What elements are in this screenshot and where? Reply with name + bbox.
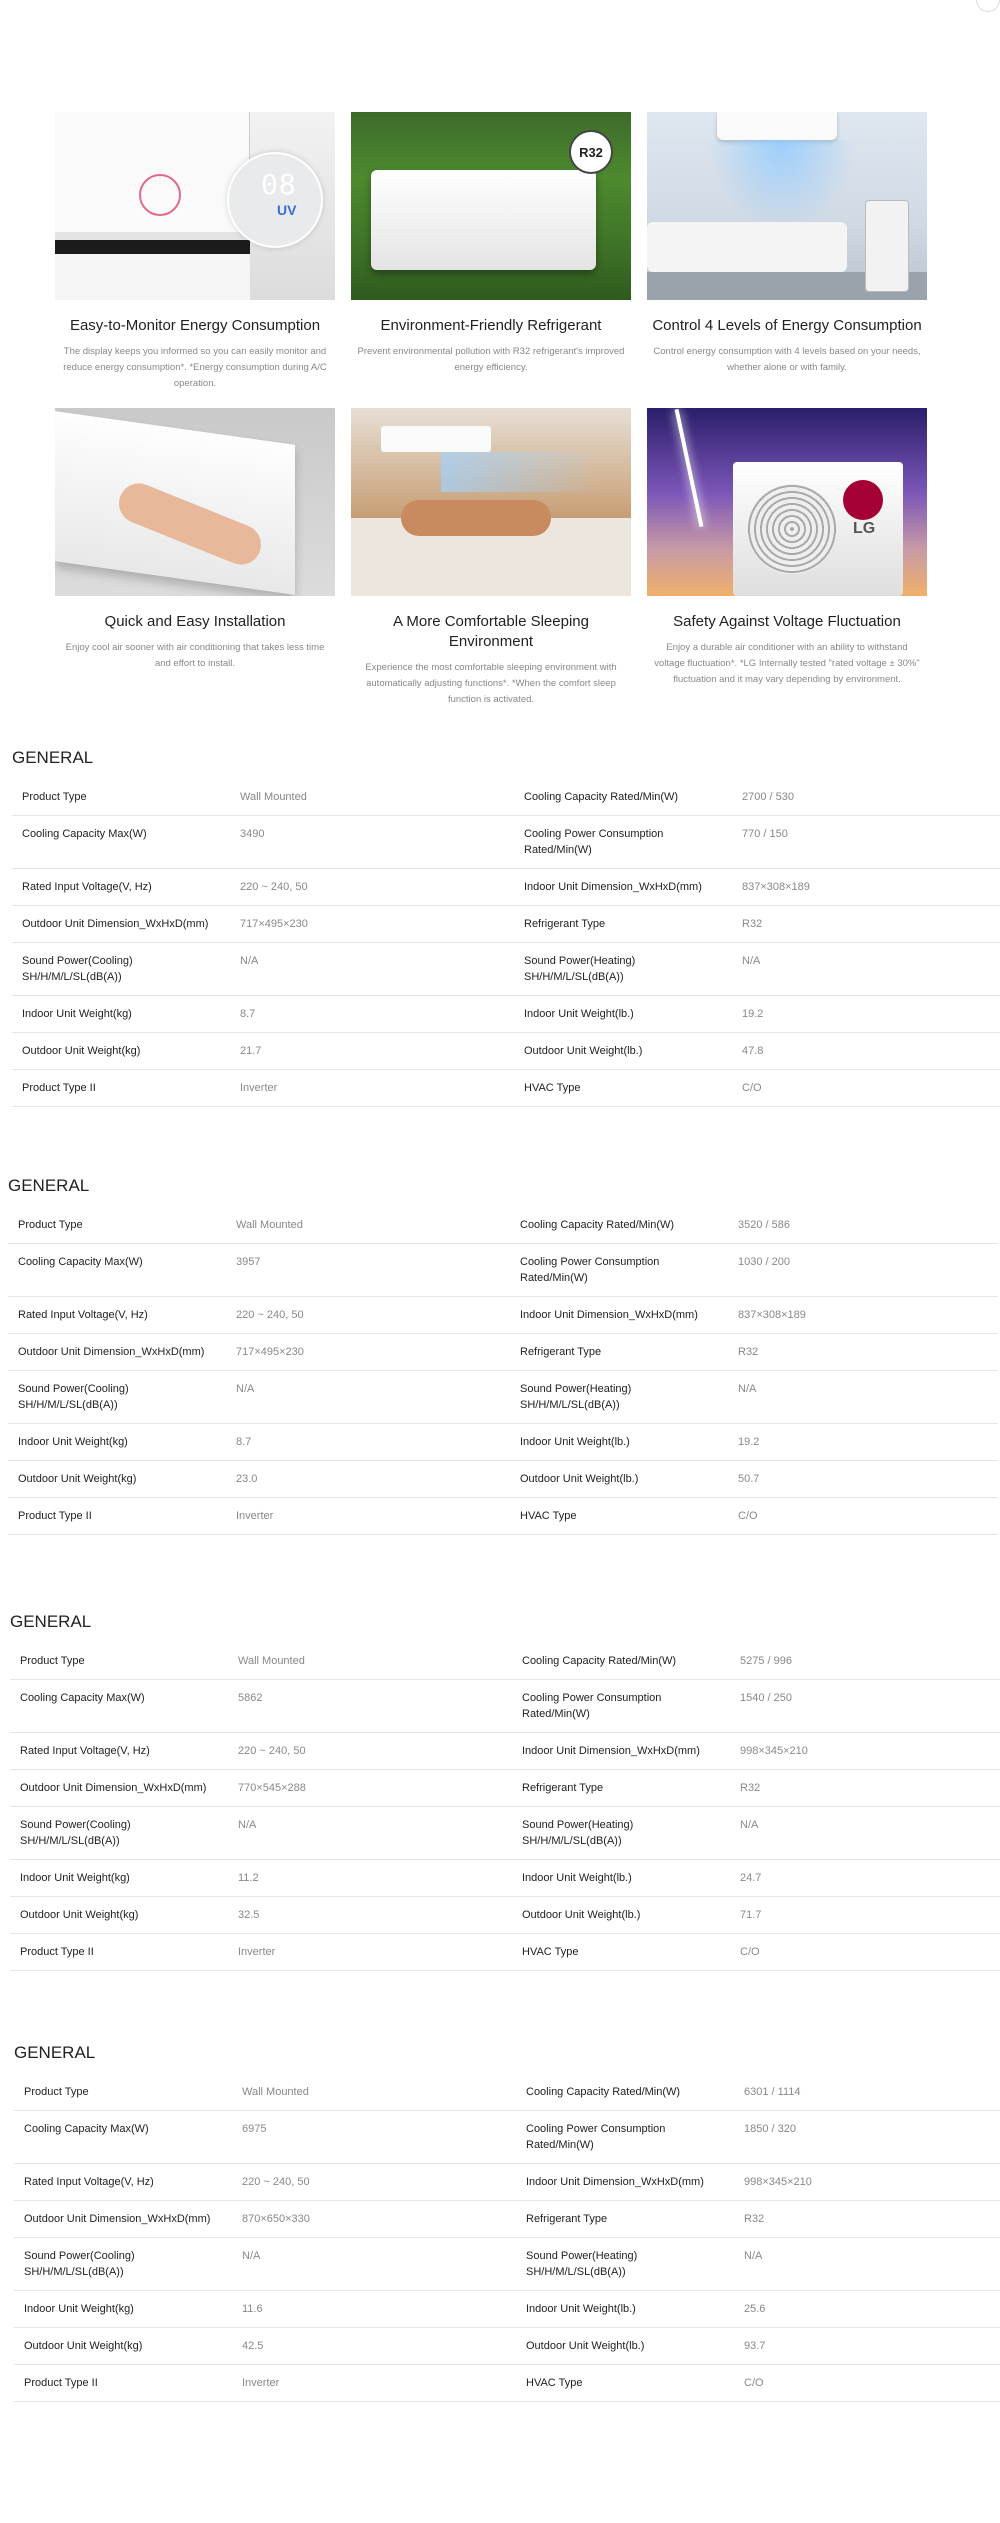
- spec-value: 32.5: [228, 1897, 512, 1934]
- spec-label: Refrigerant Type: [516, 2201, 734, 2238]
- feature-description: Prevent environmental pollution with R32 refrigerant's improved energy efficiency.: [357, 346, 625, 373]
- features-grid: [55, 112, 945, 708]
- spec-label: Cooling Capacity Rated/Min(W): [510, 1207, 728, 1244]
- spec-value: N/A: [226, 1371, 510, 1424]
- spec-row: [8, 1371, 998, 1424]
- spec-label: Product Type: [12, 779, 230, 816]
- feature-title: Environment-Friendly Refrigerant: [380, 317, 602, 334]
- spec-label: HVAC Type: [514, 1070, 732, 1107]
- features-row: [55, 408, 945, 708]
- spec-label: Indoor Unit Dimension_WxHxD(mm): [510, 1297, 728, 1334]
- spec-label: Sound Power(Heating) SH/H/M/L/SL(dB(A)): [516, 2238, 734, 2291]
- spec-row: [12, 996, 1000, 1033]
- spec-table: [12, 779, 1000, 1107]
- spec-section-title: GENERAL: [8, 1176, 90, 1195]
- spec-value: Inverter: [226, 1498, 510, 1535]
- spec-value: 19.2: [732, 996, 1000, 1033]
- spec-value: N/A: [230, 943, 514, 996]
- spec-label: Rated Input Voltage(V, Hz): [10, 1733, 228, 1770]
- spec-row: [12, 816, 1000, 869]
- spec-label: Refrigerant Type: [514, 906, 732, 943]
- spec-value: 5862: [228, 1680, 512, 1733]
- spec-label: Product Type II: [8, 1498, 226, 1535]
- spec-value: Wall Mounted: [230, 779, 514, 816]
- spec-row: [8, 1424, 998, 1461]
- spec-value: 8.7: [226, 1424, 510, 1461]
- spec-row: [14, 2074, 1000, 2111]
- spec-row: [14, 2238, 1000, 2291]
- feature-title: Easy-to-Monitor Energy Consumption: [69, 317, 321, 334]
- spec-label: Rated Input Voltage(V, Hz): [14, 2164, 232, 2201]
- spec-row: [8, 1498, 998, 1535]
- feature-card: [55, 112, 335, 392]
- spec-label: Cooling Capacity Max(W): [8, 1244, 226, 1297]
- spec-row: [10, 1807, 1000, 1860]
- spec-section: [10, 1611, 1000, 1971]
- spec-row: [10, 1897, 1000, 1934]
- spec-value: 770×545×288: [228, 1770, 512, 1807]
- spec-label: Outdoor Unit Weight(kg): [10, 1897, 228, 1934]
- spec-value: 5275 / 996: [730, 1643, 1000, 1680]
- spec-label: Outdoor Unit Weight(lb.): [510, 1461, 728, 1498]
- spec-label: Refrigerant Type: [510, 1334, 728, 1371]
- feature-title: Safety Against Voltage Fluctuation: [673, 613, 901, 630]
- feature-card: [647, 408, 927, 708]
- spec-label: Outdoor Unit Weight(kg): [8, 1461, 226, 1498]
- spec-label: Sound Power(Heating) SH/H/M/L/SL(dB(A)): [514, 943, 732, 996]
- spec-value: Wall Mounted: [226, 1207, 510, 1244]
- spec-value: 870×650×330: [232, 2201, 516, 2238]
- spec-value: 24.7: [730, 1860, 1000, 1897]
- spec-label: Product Type: [8, 1207, 226, 1244]
- spec-label: Product Type II: [14, 2365, 232, 2402]
- spec-label: Indoor Unit Dimension_WxHxD(mm): [512, 1733, 730, 1770]
- spec-value: 998×345×210: [734, 2164, 1000, 2201]
- corner-decoration: [976, 0, 1000, 12]
- fan-icon: [747, 484, 837, 574]
- feature-description: Enjoy a durable air conditioner with an ability to withstand voltage fluctuation*. *LG Internally tested "rated voltage ± 30%" fluctuation and it may vary depending by environment.: [654, 642, 920, 685]
- spec-value: 220 ~ 240, 50: [230, 869, 514, 906]
- spec-label: Outdoor Unit Dimension_WxHxD(mm): [12, 906, 230, 943]
- spec-row: [12, 1033, 1000, 1070]
- spec-label: Indoor Unit Weight(kg): [8, 1424, 226, 1461]
- spec-label: Cooling Capacity Rated/Min(W): [516, 2074, 734, 2111]
- spec-row: [8, 1334, 998, 1371]
- feature-title: A More Comfortable Sleeping Environment: [393, 613, 589, 650]
- spec-value: C/O: [728, 1498, 998, 1535]
- uv-badge: UV: [277, 202, 297, 218]
- spec-row: [10, 1643, 1000, 1680]
- spec-value: N/A: [728, 1371, 998, 1424]
- spec-value: 1850 / 320: [734, 2111, 1000, 2164]
- spec-value: 2700 / 530: [732, 779, 1000, 816]
- lg-logo: [843, 480, 883, 520]
- spec-value: R32: [732, 906, 1000, 943]
- spec-value: N/A: [228, 1807, 512, 1860]
- lg-logo-text: LG: [853, 520, 876, 537]
- spec-value: 998×345×210: [730, 1733, 1000, 1770]
- spec-section-title: GENERAL: [10, 1612, 92, 1631]
- feature-description: Experience the most comfortable sleeping environment with automatically adjusting functions*. *When the comfort sleep function is activated.: [365, 662, 617, 705]
- spec-value: 11.6: [232, 2291, 516, 2328]
- spec-label: Outdoor Unit Weight(lb.): [512, 1897, 730, 1934]
- spec-row: [12, 943, 1000, 996]
- spec-label: Indoor Unit Weight(kg): [10, 1860, 228, 1897]
- spec-value: C/O: [730, 1934, 1000, 1971]
- feature-title: Control 4 Levels of Energy Consumption: [652, 317, 922, 334]
- spec-table: [8, 1207, 998, 1535]
- feature-image-voltage: [647, 408, 927, 596]
- spec-section: [8, 1175, 1000, 1535]
- spec-value: 1540 / 250: [730, 1680, 1000, 1733]
- spec-value: R32: [728, 1334, 998, 1371]
- spec-row: [10, 1733, 1000, 1770]
- spec-row: [12, 869, 1000, 906]
- spec-section-title: GENERAL: [12, 748, 94, 767]
- spec-section: [12, 747, 1000, 1107]
- spec-row: [12, 779, 1000, 816]
- spec-row: [10, 1860, 1000, 1897]
- spec-value: 837×308×189: [728, 1297, 998, 1334]
- spec-label: Cooling Power Consumption Rated/Min(W): [514, 816, 732, 869]
- spec-value: C/O: [732, 1070, 1000, 1107]
- spec-row: [14, 2164, 1000, 2201]
- spec-label: Product Type: [14, 2074, 232, 2111]
- spec-label: Sound Power(Cooling) SH/H/M/L/SL(dB(A)): [10, 1807, 228, 1860]
- feature-image-energy-display: [55, 112, 335, 300]
- spec-label: Sound Power(Heating) SH/H/M/L/SL(dB(A)): [512, 1807, 730, 1860]
- spec-label: Outdoor Unit Dimension_WxHxD(mm): [10, 1770, 228, 1807]
- spec-label: Cooling Power Consumption Rated/Min(W): [516, 2111, 734, 2164]
- spec-value: 8.7: [230, 996, 514, 1033]
- spec-value: 6301 / 1114: [734, 2074, 1000, 2111]
- feature-title: Quick and Easy Installation: [104, 613, 286, 630]
- spec-value: 717×495×230: [226, 1334, 510, 1371]
- spec-label: Indoor Unit Dimension_WxHxD(mm): [514, 869, 732, 906]
- spec-value: 6975: [232, 2111, 516, 2164]
- feature-image-sleeping: [351, 408, 631, 596]
- spec-label: Indoor Unit Weight(lb.): [512, 1860, 730, 1897]
- spec-row: [14, 2111, 1000, 2164]
- spec-label: Outdoor Unit Weight(lb.): [514, 1033, 732, 1070]
- spec-value: N/A: [730, 1807, 1000, 1860]
- spec-value: 3520 / 586: [728, 1207, 998, 1244]
- spec-label: Indoor Unit Dimension_WxHxD(mm): [516, 2164, 734, 2201]
- spec-row: [10, 1680, 1000, 1733]
- feature-card: [351, 408, 631, 708]
- spec-label: Product Type: [10, 1643, 228, 1680]
- spec-value: Wall Mounted: [228, 1643, 512, 1680]
- spec-value: 21.7: [230, 1033, 514, 1070]
- spec-label: Indoor Unit Weight(lb.): [510, 1424, 728, 1461]
- spec-value: 770 / 150: [732, 816, 1000, 869]
- spec-label: Product Type II: [12, 1070, 230, 1107]
- spec-value: Wall Mounted: [232, 2074, 516, 2111]
- spec-label: Cooling Capacity Rated/Min(W): [512, 1643, 730, 1680]
- spec-value: N/A: [732, 943, 1000, 996]
- spec-value: 47.8: [732, 1033, 1000, 1070]
- lightning-icon: [675, 409, 704, 527]
- spec-value: 220 ~ 240, 50: [226, 1297, 510, 1334]
- spec-label: Cooling Capacity Max(W): [14, 2111, 232, 2164]
- spec-value: 50.7: [728, 1461, 998, 1498]
- spec-value: N/A: [734, 2238, 1000, 2291]
- feature-card: [55, 408, 335, 708]
- spec-label: Cooling Capacity Rated/Min(W): [514, 779, 732, 816]
- spec-label: Refrigerant Type: [512, 1770, 730, 1807]
- spec-label: Rated Input Voltage(V, Hz): [12, 869, 230, 906]
- spec-row: [8, 1207, 998, 1244]
- spec-row: [8, 1461, 998, 1498]
- spec-value: 71.7: [730, 1897, 1000, 1934]
- spec-row: [14, 2365, 1000, 2402]
- spec-label: HVAC Type: [510, 1498, 728, 1535]
- spec-label: Outdoor Unit Weight(kg): [14, 2328, 232, 2365]
- spec-label: Outdoor Unit Weight(kg): [12, 1033, 230, 1070]
- spec-label: Outdoor Unit Dimension_WxHxD(mm): [14, 2201, 232, 2238]
- spec-value: 93.7: [734, 2328, 1000, 2365]
- feature-description: Control energy consumption with 4 levels based on your needs, whether alone or with family.: [653, 346, 921, 373]
- spec-row: [10, 1770, 1000, 1807]
- spec-value: Inverter: [232, 2365, 516, 2402]
- spec-row: [14, 2291, 1000, 2328]
- spec-label: Indoor Unit Weight(kg): [12, 996, 230, 1033]
- spec-section: [14, 2042, 1000, 2402]
- spec-value: 3957: [226, 1244, 510, 1297]
- spec-value: 19.2: [728, 1424, 998, 1461]
- feature-image-refrigerant: [351, 112, 631, 300]
- spec-label: Outdoor Unit Weight(lb.): [516, 2328, 734, 2365]
- spec-label: HVAC Type: [516, 2365, 734, 2402]
- feature-description: The display keeps you informed so you can easily monitor and reduce energy consumption*. *Energy consumption during A/C operation.: [63, 346, 327, 389]
- spec-row: [10, 1934, 1000, 1971]
- spec-value: R32: [730, 1770, 1000, 1807]
- spec-row: [14, 2201, 1000, 2238]
- display-digits: 08: [261, 168, 297, 201]
- feature-description: Enjoy cool air sooner with air conditioning that takes less time and effort to install.: [65, 642, 325, 669]
- spec-row: [8, 1297, 998, 1334]
- spec-label: Cooling Power Consumption Rated/Min(W): [510, 1244, 728, 1297]
- spec-label: Cooling Power Consumption Rated/Min(W): [512, 1680, 730, 1733]
- spec-value: 837×308×189: [732, 869, 1000, 906]
- spec-label: Rated Input Voltage(V, Hz): [8, 1297, 226, 1334]
- spec-value: 42.5: [232, 2328, 516, 2365]
- spec-value: N/A: [232, 2238, 516, 2291]
- spec-table: [14, 2074, 1000, 2402]
- spec-value: 717×495×230: [230, 906, 514, 943]
- r32-badge: R32: [569, 130, 613, 174]
- features-row: [55, 112, 945, 392]
- spec-row: [12, 1070, 1000, 1107]
- spec-label: Indoor Unit Weight(kg): [14, 2291, 232, 2328]
- spec-value: C/O: [734, 2365, 1000, 2402]
- spec-row: [14, 2328, 1000, 2365]
- spec-value: 220 ~ 240, 50: [232, 2164, 516, 2201]
- spec-row: [8, 1244, 998, 1297]
- spec-value: 220 ~ 240, 50: [228, 1733, 512, 1770]
- remote-control-icon: [865, 200, 909, 292]
- spec-value: 3490: [230, 816, 514, 869]
- spec-row: [12, 906, 1000, 943]
- spec-table: [10, 1643, 1000, 1971]
- spec-label: Cooling Capacity Max(W): [12, 816, 230, 869]
- spec-label: Indoor Unit Weight(lb.): [516, 2291, 734, 2328]
- spec-value: Inverter: [230, 1070, 514, 1107]
- spec-label: Outdoor Unit Dimension_WxHxD(mm): [8, 1334, 226, 1371]
- spec-value: 1030 / 200: [728, 1244, 998, 1297]
- feature-card: [351, 112, 631, 392]
- feature-image-installation: [55, 408, 335, 596]
- spec-value: 25.6: [734, 2291, 1000, 2328]
- feature-image-energy-levels: [647, 112, 927, 300]
- feature-card: [647, 112, 927, 392]
- spec-label: Sound Power(Cooling) SH/H/M/L/SL(dB(A)): [14, 2238, 232, 2291]
- spec-label: Product Type II: [10, 1934, 228, 1971]
- spec-value: 23.0: [226, 1461, 510, 1498]
- spec-label: Indoor Unit Weight(lb.): [514, 996, 732, 1033]
- spec-label: Sound Power(Heating) SH/H/M/L/SL(dB(A)): [510, 1371, 728, 1424]
- spec-label: Sound Power(Cooling) SH/H/M/L/SL(dB(A)): [12, 943, 230, 996]
- spec-label: Sound Power(Cooling) SH/H/M/L/SL(dB(A)): [8, 1371, 226, 1424]
- spec-label: HVAC Type: [512, 1934, 730, 1971]
- spec-value: 11.2: [228, 1860, 512, 1897]
- spec-label: Cooling Capacity Max(W): [10, 1680, 228, 1733]
- spec-section-title: GENERAL: [14, 2043, 96, 2062]
- spec-value: R32: [734, 2201, 1000, 2238]
- spec-value: Inverter: [228, 1934, 512, 1971]
